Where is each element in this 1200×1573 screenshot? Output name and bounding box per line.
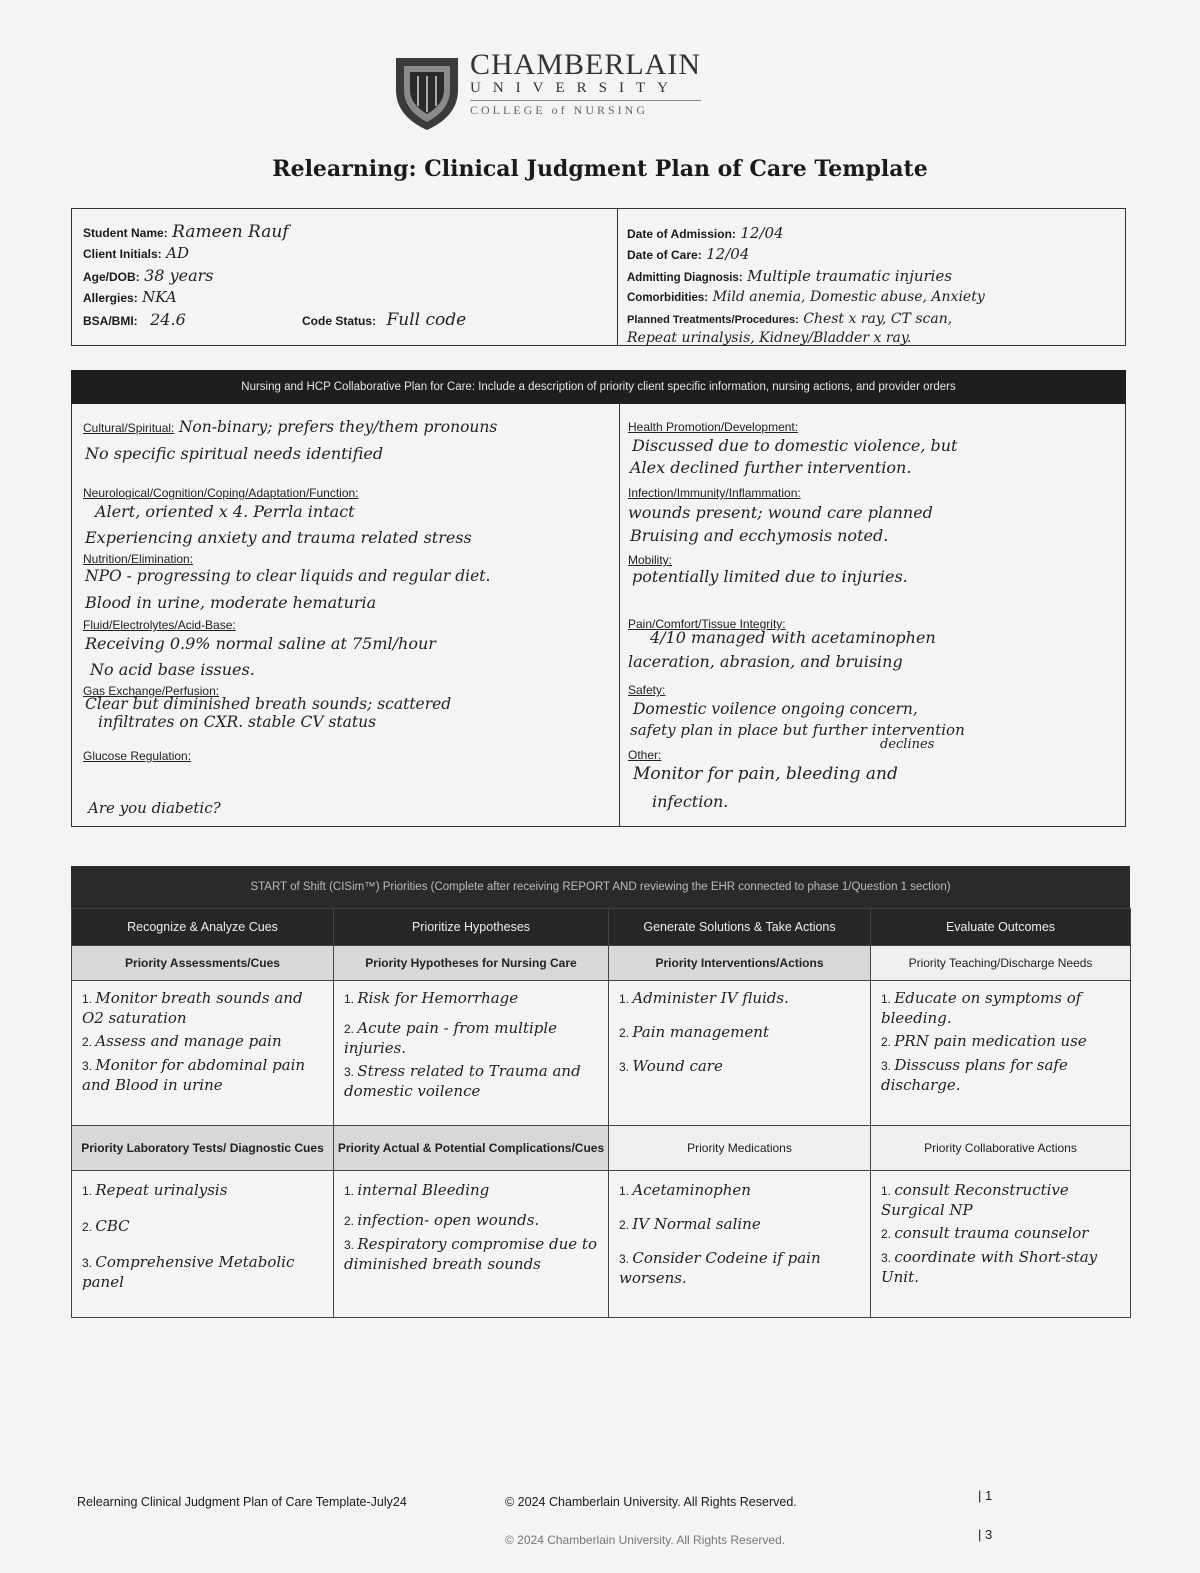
fluid-line-2: No acid base issues. [90,660,255,679]
code-status-value: Full code [386,310,467,330]
client-info-divider [617,208,618,346]
code-status-row [302,310,466,330]
fluid-line-1: Receiving 0.9% normal saline at 75ml/hour [85,634,436,653]
list-item: 1. Acetaminophen [619,1181,751,1199]
student-name-value: Rameen Rauf [172,222,289,242]
health-line-2: Alex declined further intervention. [630,458,912,477]
planned-row [627,310,952,328]
header-generate: Generate Solutions & Take Actions [609,909,871,946]
pain-line-2: laceration, abrasion, and bruising [628,652,903,671]
comorbidities-row [627,288,985,306]
admitting-dx-label: Admitting Diagnosis: [627,272,743,284]
admitting-dx-row [627,267,952,286]
other-line-1: Monitor for pain, bleeding and [633,764,898,784]
safety-line-2: safety plan in place but further intervention [630,721,965,739]
cultural-label: Cultural/Spiritual: [83,421,175,435]
header-prioritize: Prioritize Hypotheses [334,909,609,946]
header-evaluate: Evaluate Outcomes [871,909,1131,946]
comorbidities-value: Mild anemia, Domestic abuse, Anxiety [712,289,985,305]
pain-label: Pain/Comfort/Tissue Integrity: [628,617,786,631]
list-item: 3. Comprehensive Metabolic panel [82,1253,295,1291]
neuro-line-2: Experiencing anxiety and trauma related stress [85,528,472,547]
sub-collab: Priority Collaborative Actions [871,1126,1131,1171]
collab-cell [871,1171,1131,1318]
logo-college: COLLEGE of NURSING [470,100,701,118]
age-value: 38 years [144,266,214,285]
admitting-dx-value: Multiple traumatic injuries [747,267,953,285]
complications-cell [334,1171,609,1318]
planned-value-2: Repeat urinalysis, Kidney/Bladder x ray. [627,330,912,346]
medications-cell [609,1171,871,1318]
glucose-label: Glucose Regulation: [83,749,192,763]
labs-cell [72,1171,334,1318]
list-item: 1. consult Reconstructive Surgical NP [881,1181,1069,1219]
list-item: 2. CBC [82,1217,130,1235]
gas-label: Gas Exchange/Perfusion: [83,684,220,698]
date-of-care-label: Date of Care: [627,248,702,262]
allergies-row [83,288,177,307]
fluid-label: Fluid/Electrolytes/Acid-Base: [83,618,236,632]
allergies-label: Allergies: [83,291,138,305]
start-of-shift-header: START of Shift (CISim™) Priorities (Complete after receiving REPORT AND reviewing the EHR connected to phase 1/Question 1 section) [71,866,1130,908]
sub-labs: Priority Laboratory Tests/ Diagnostic Cues [72,1126,334,1171]
list-item: 3. Monitor for abdominal pain and Blood in urine [82,1056,306,1094]
list-item: 1. Repeat urinalysis [82,1181,228,1199]
date-of-care-row [627,245,749,264]
sub-assessments: Priority Assessments/Cues [72,946,334,981]
date-of-care-value: 12/04 [706,245,750,263]
list-item: 2. consult trauma counselor [881,1224,1089,1242]
mobility-label: Mobility: [628,553,673,567]
mobility-line-1: potentially limited due to injuries. [632,567,908,586]
list-item: 2. Acute pain - from multiple injuries. [344,1019,558,1057]
bsa-label: BSA/BMI: [83,314,138,328]
list-item: 3. Consider Codeine if pain worsens. [619,1249,821,1287]
list-item: 1. Risk for Hemorrhage [344,989,519,1007]
cultural-line-1: Non-binary; prefers they/them pronouns [178,418,498,436]
sub-medications: Priority Medications [609,1126,871,1171]
gas-line-2: infiltrates on CXR. stable CV status [98,713,377,731]
list-item: 3. coordinate with Short-stay Unit. [881,1248,1098,1286]
client-initials-label: Client Initials: [83,247,162,261]
hypotheses-cell [334,981,609,1126]
logo-name: CHAMBERLAIN [470,48,702,81]
health-line-1: Discussed due to domestic violence, but [632,436,958,455]
student-name-row [83,222,289,242]
sub-hypotheses: Priority Hypotheses for Nursing Care [334,946,609,981]
planned-value-1: Chest x ray, CT scan, [803,311,953,327]
other-label: Other: [628,748,662,762]
client-initials-row [83,244,189,263]
infection-line-1: wounds present; wound care planned [628,503,933,522]
list-item: 2. Assess and manage pain [82,1032,282,1050]
cultural-section [83,418,497,437]
glucose-line-1: Are you diabetic? [88,799,221,817]
sub-interventions: Priority Interventions/Actions [609,946,871,981]
gas-line-1: Clear but diminished breath sounds; scattered [85,695,452,713]
safety-label: Safety: [628,683,666,697]
nutrition-line-2: Blood in urine, moderate hematuria [85,593,377,612]
admission-label: Date of Admission: [627,227,736,241]
age-label: Age/DOB: [83,270,140,284]
footer-page-number-2: | 3 [978,1527,993,1542]
list-item: 1. Educate on symptoms of bleeding. [881,989,1082,1027]
university-logo-text [470,48,701,118]
footer-copyright-faded: © 2024 Chamberlain University. All Rights Reserved. [505,1533,786,1547]
assessments-cell [72,981,334,1126]
list-item: 1. internal Bleeding [344,1181,490,1199]
neuro-line-1: Alert, oriented x 4. Perrla intact [95,502,355,521]
header-recognize: Recognize & Analyze Cues [72,909,334,946]
cultural-line-2: No specific spiritual needs identified [85,444,384,463]
pain-line-1: 4/10 managed with acetaminophen [650,628,936,647]
university-logo-shield [392,52,462,132]
planned-label: Planned Treatments/Procedures: [627,314,799,326]
health-label: Health Promotion/Development: [628,420,799,434]
list-item: 2. infection- open wounds. [344,1211,540,1229]
list-item: 1. Administer IV fluids. [619,989,789,1007]
list-item: 3. Disscuss plans for safe discharge. [881,1056,1068,1094]
infection-label: Infection/Immunity/Inflammation: [628,486,801,500]
footer-page-number: | 1 [978,1488,993,1503]
footer-template-name: Relearning Clinical Judgment Plan of Care Template-July24 [77,1495,407,1509]
list-item: 2. Pain management [619,1023,769,1041]
bsa-row [83,310,186,330]
footer-copyright: © 2024 Chamberlain University. All Rights Reserved. [505,1495,797,1509]
admission-value: 12/04 [740,224,784,242]
page-title: Relearning: Clinical Judgment Plan of Care Template [272,156,928,182]
sub-teaching: Priority Teaching/Discharge Needs [871,946,1131,981]
list-item: 3. Respiratory compromise due to diminished breath sounds [344,1235,597,1273]
client-initials-value: AD [166,244,189,262]
other-line-2: infection. [652,792,729,811]
list-item: 2. IV Normal saline [619,1215,761,1233]
collaborative-plan-header: Nursing and HCP Collaborative Plan for Care: Include a description of priority client specific information, nursing actions, and provider orders [71,370,1126,404]
age-row [83,266,213,286]
list-item: 3. Wound care [619,1057,723,1075]
list-item: 2. PRN pain medication use [881,1032,1087,1050]
safety-line-3: declines [880,737,935,752]
nutrition-label: Nutrition/Elimination: [83,552,194,566]
list-item: 3. Stress related to Trauma and domestic voilence [344,1062,581,1100]
neuro-label: Neurological/Cognition/Coping/Adaptation/Function: [83,486,359,500]
collaborative-plan-divider [619,404,620,826]
interventions-cell [609,981,871,1126]
code-status-label: Code Status: [302,314,377,328]
priorities-table [71,908,1131,1318]
allergies-value: NKA [142,288,177,306]
comorbidities-label: Comorbidities: [627,292,709,304]
logo-university: UNIVERSITY [470,80,680,96]
bsa-value: 24.6 [150,310,186,329]
nutrition-line-1: NPO - progressing to clear liquids and regular diet. [85,567,491,585]
teaching-cell [871,981,1131,1126]
list-item: 1. Monitor breath sounds and O2 saturation [82,989,303,1027]
sub-complications: Priority Actual & Potential Complications/Cues [334,1126,609,1171]
safety-line-1: Domestic voilence ongoing concern, [633,700,918,718]
infection-line-2: Bruising and ecchymosis noted. [630,526,889,545]
student-name-label: Student Name: [83,226,168,240]
admission-row [627,224,784,243]
